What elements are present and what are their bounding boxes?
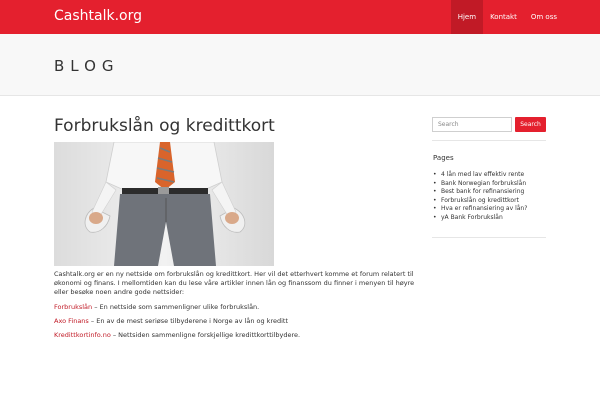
post-image	[54, 142, 274, 266]
search-input[interactable]: Search	[432, 117, 512, 132]
link-line-3	[54, 331, 424, 340]
pages-list	[433, 171, 553, 223]
pages-item[interactable]: • Bank Norwegian forbrukslån	[433, 180, 553, 189]
pages-item[interactable]: • 4 lån med lav effektiv rente	[433, 171, 553, 180]
pages-heading: Pages	[433, 154, 454, 162]
nav-item-kontakt[interactable]: Kontakt	[490, 13, 517, 21]
kredittkortinfo-link[interactable]: Kredittkortinfo.no	[54, 331, 111, 339]
nav-item-om-oss[interactable]: Om oss	[530, 13, 557, 21]
empty-pockets-photo	[54, 142, 274, 266]
sidebar-divider	[432, 237, 546, 238]
pages-item[interactable]: • Forbrukslån og kredittkort	[433, 197, 553, 206]
pages-item[interactable]: • Hva er refinansiering av lån?	[433, 205, 553, 214]
forbrukslan-link[interactable]: Forbrukslån	[54, 303, 93, 311]
page-banner	[0, 34, 600, 96]
top-navbar	[0, 0, 600, 34]
post-intro: Cashtalk.org er en ny nettside om forbrukslån og kredittkort. Her vil det etterhvert komme et forum relatert til økonomi og finans. I mellomtiden kan du lese våre artikler innen lån og finanssom du finner i menyen til høyre eller besøke noen andre gode nettsider:	[54, 270, 415, 296]
main-nav	[451, 0, 564, 34]
pages-item[interactable]: • yA Bank Forbrukslån	[433, 214, 553, 223]
sidebar-divider	[432, 140, 546, 141]
nav-item-hjem[interactable]: Hjem	[451, 0, 483, 34]
site-brand[interactable]: Cashtalk.org	[54, 8, 142, 24]
link-line-2	[54, 317, 424, 326]
link-line-1	[54, 303, 424, 312]
link-line-3-text: – Nettsiden sammenligne forskjellige kredittkorttilbydere.	[110, 331, 301, 339]
post-title[interactable]: Forbrukslån og kredittkort	[54, 116, 275, 136]
page-title: BLOG	[54, 57, 120, 75]
pages-item[interactable]: • Best bank for refinansiering	[433, 188, 553, 197]
axo-finans-link[interactable]: Axo Finans	[54, 317, 89, 325]
search-button[interactable]: Search	[515, 117, 546, 132]
link-line-2-text: – En av de mest seriøse tilbyderene i Norge av lån og kreditt	[88, 317, 289, 325]
link-line-1-text: – En nettside som sammenligner ulike forbrukslån.	[92, 303, 260, 311]
